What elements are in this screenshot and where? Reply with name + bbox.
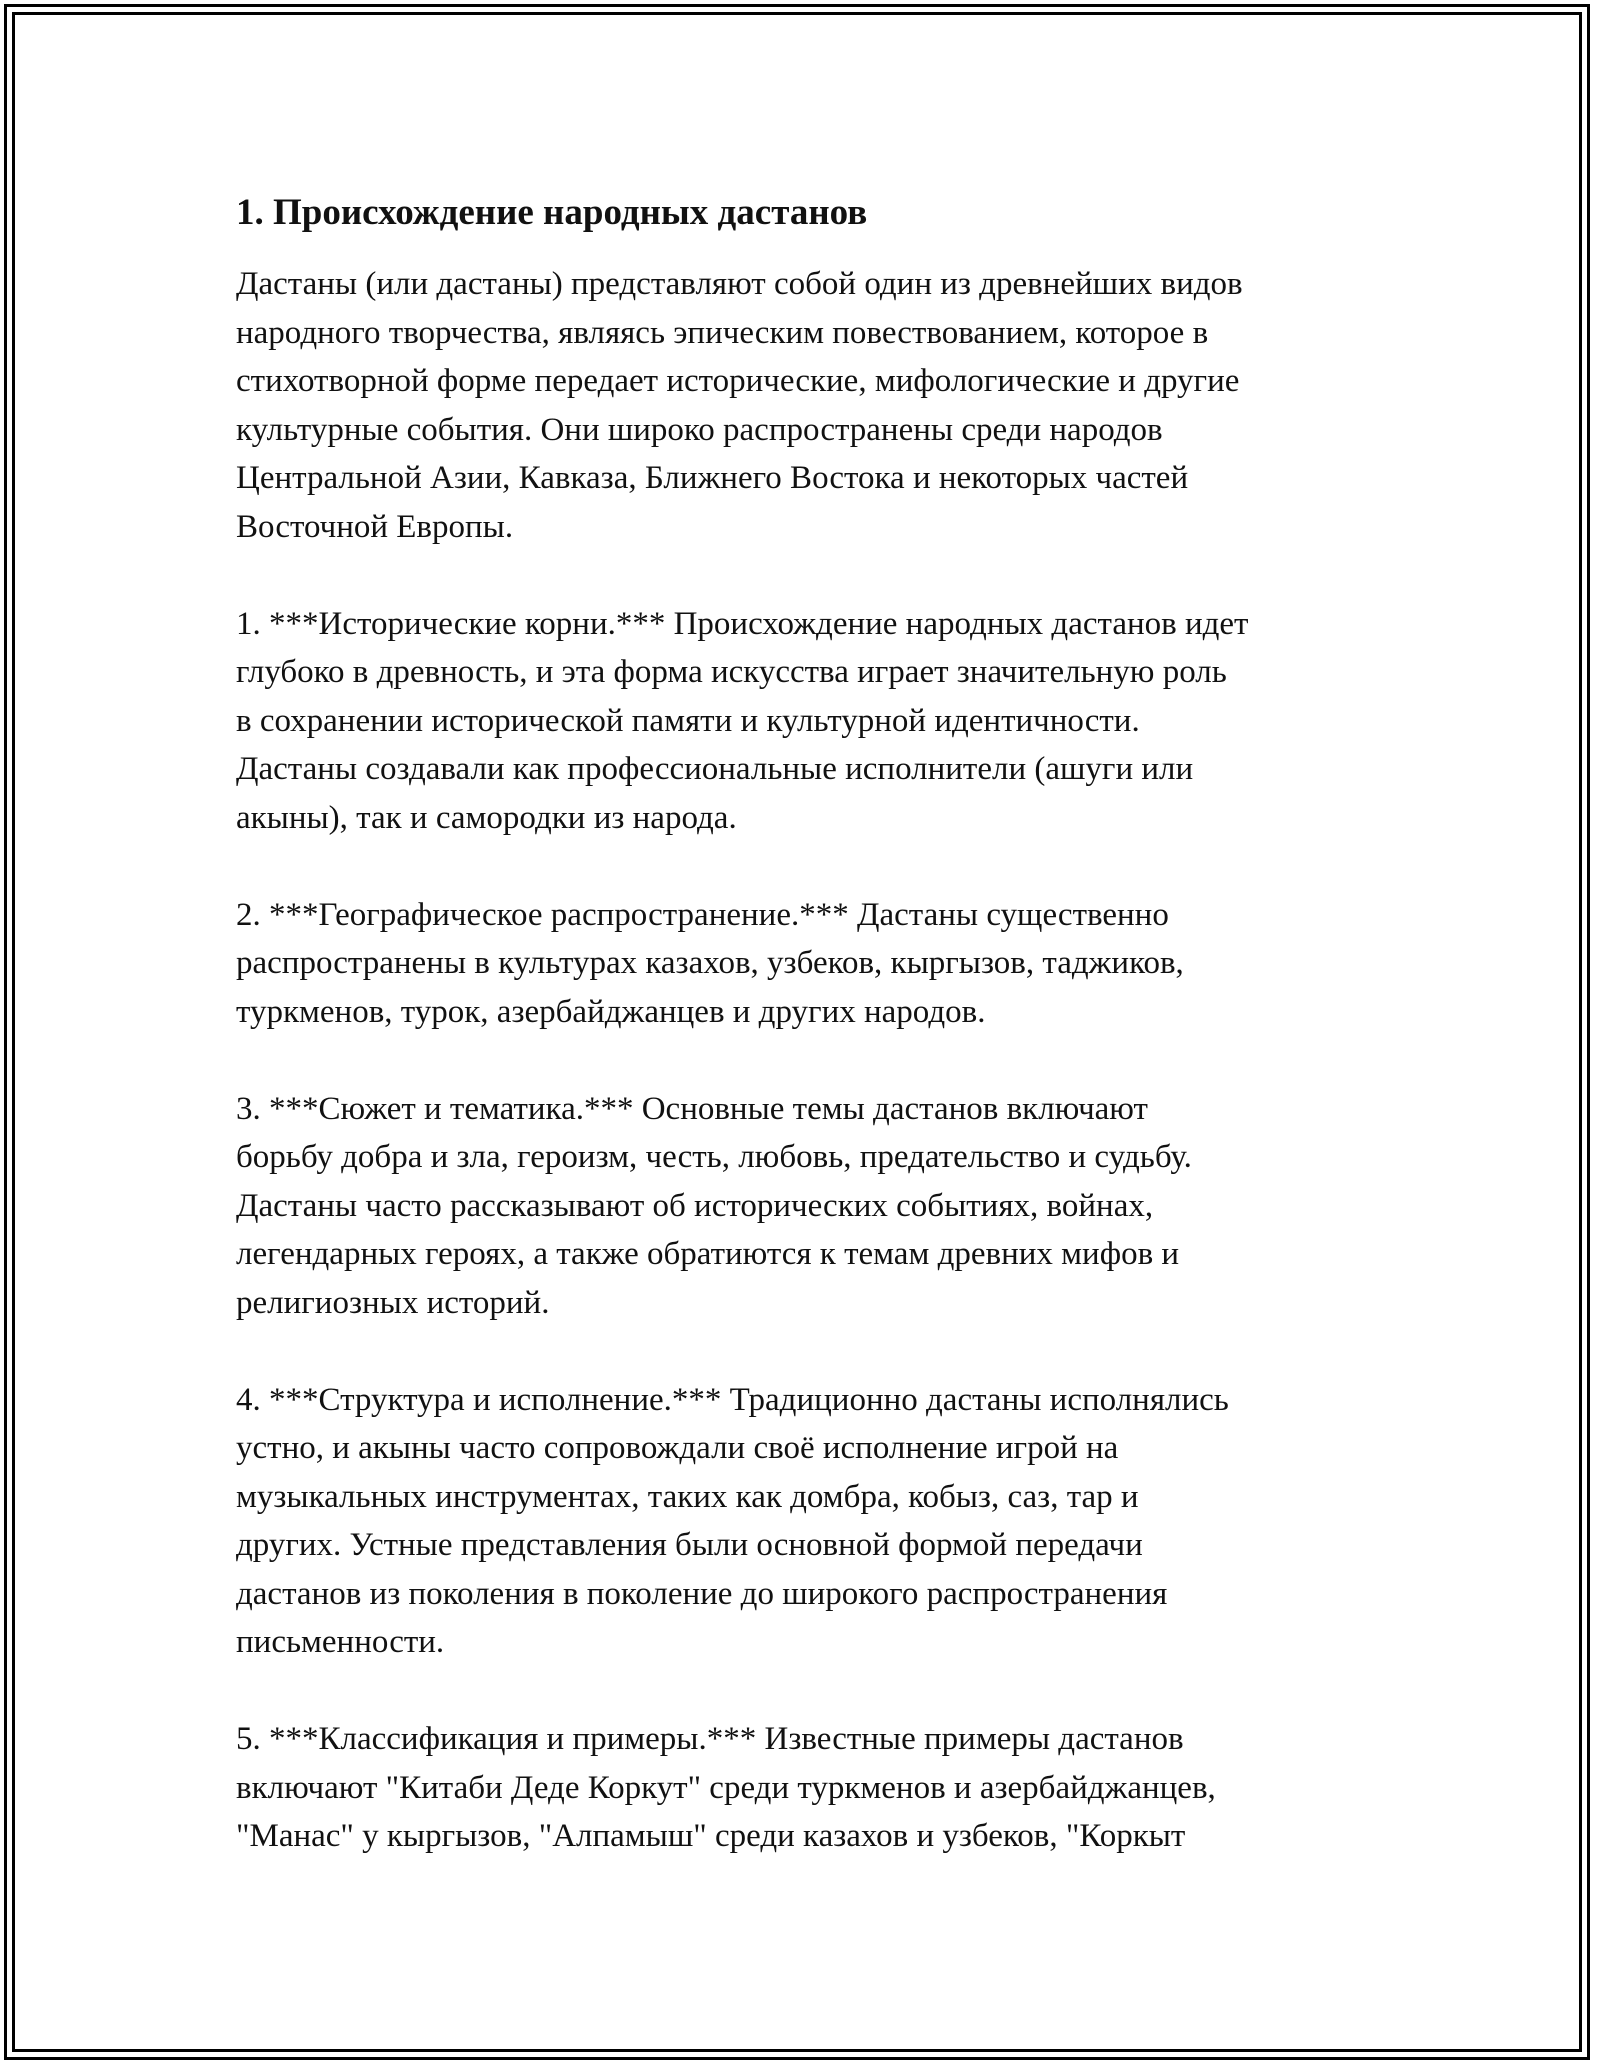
item-geographic-spread: 2. ***Географическое распространение.*** Дастаны существенно распространены в культурах казахов, узбеков, кыргызов, таджиков, туркменов, турок, азербайджанцев и других народов.: [236, 896, 1184, 1030]
item-classification-and-examples: 5. ***Классификация и примеры.*** Известные примеры дастанов включают "Китаби Деде Коркут" среди туркменов и азербайджанцев, "Манас" у кыргызов, "Алпамыш" среди казахов и узбеков, "Коркыт: [236, 1721, 1216, 1854]
section-heading: 1. Происхождение народных дастанов: [236, 192, 868, 233]
item-historical-roots: 1. ***Исторические корни.*** Происхождение народных дастанов идет глубоко в древность, и эта форма искусства играет значительную роль в сохранении исторической памяти и культурной идентичности. Дастаны создавали как профессиональные исполнители (ашуги или акыны), так и самородки из народа.: [236, 605, 1249, 836]
intro-paragraph: Дастаны (или дастаны) представляют собой один из древнейших видов народного творчества, являясь эпическим повествованием, которое в стихотворной форме передает исторические, мифологические и другие культурные события. Они широко распространены среди народов Центральной Азии, Кавказа, Ближнего Востока и некоторых частей Восточной Европы.: [236, 266, 1243, 545]
document-body: [236, 186, 1396, 1861]
item-plot-and-themes: 3. ***Сюжет и тематика.*** Основные темы дастанов включают борьбу добра и зла, героизм, честь, любовь, предательство и судьбу. Дастаны часто рассказывают об исторических событиях, войнах, легендарных героях, а также обратиются к темам древних мифов и религиозных историй.: [236, 1090, 1192, 1321]
item-structure-and-performance: 4. ***Структура и исполнение.*** Традиционно дастаны исполнялись устно, и акыны часто сопровождали своё исполнение игрой на музыкальных инструментах, таких как домбра, кобыз, саз, тар и других. Устные представления были основной формой передачи дастанов из поколения в поколение до широкого распространения письменности.: [236, 1381, 1229, 1660]
